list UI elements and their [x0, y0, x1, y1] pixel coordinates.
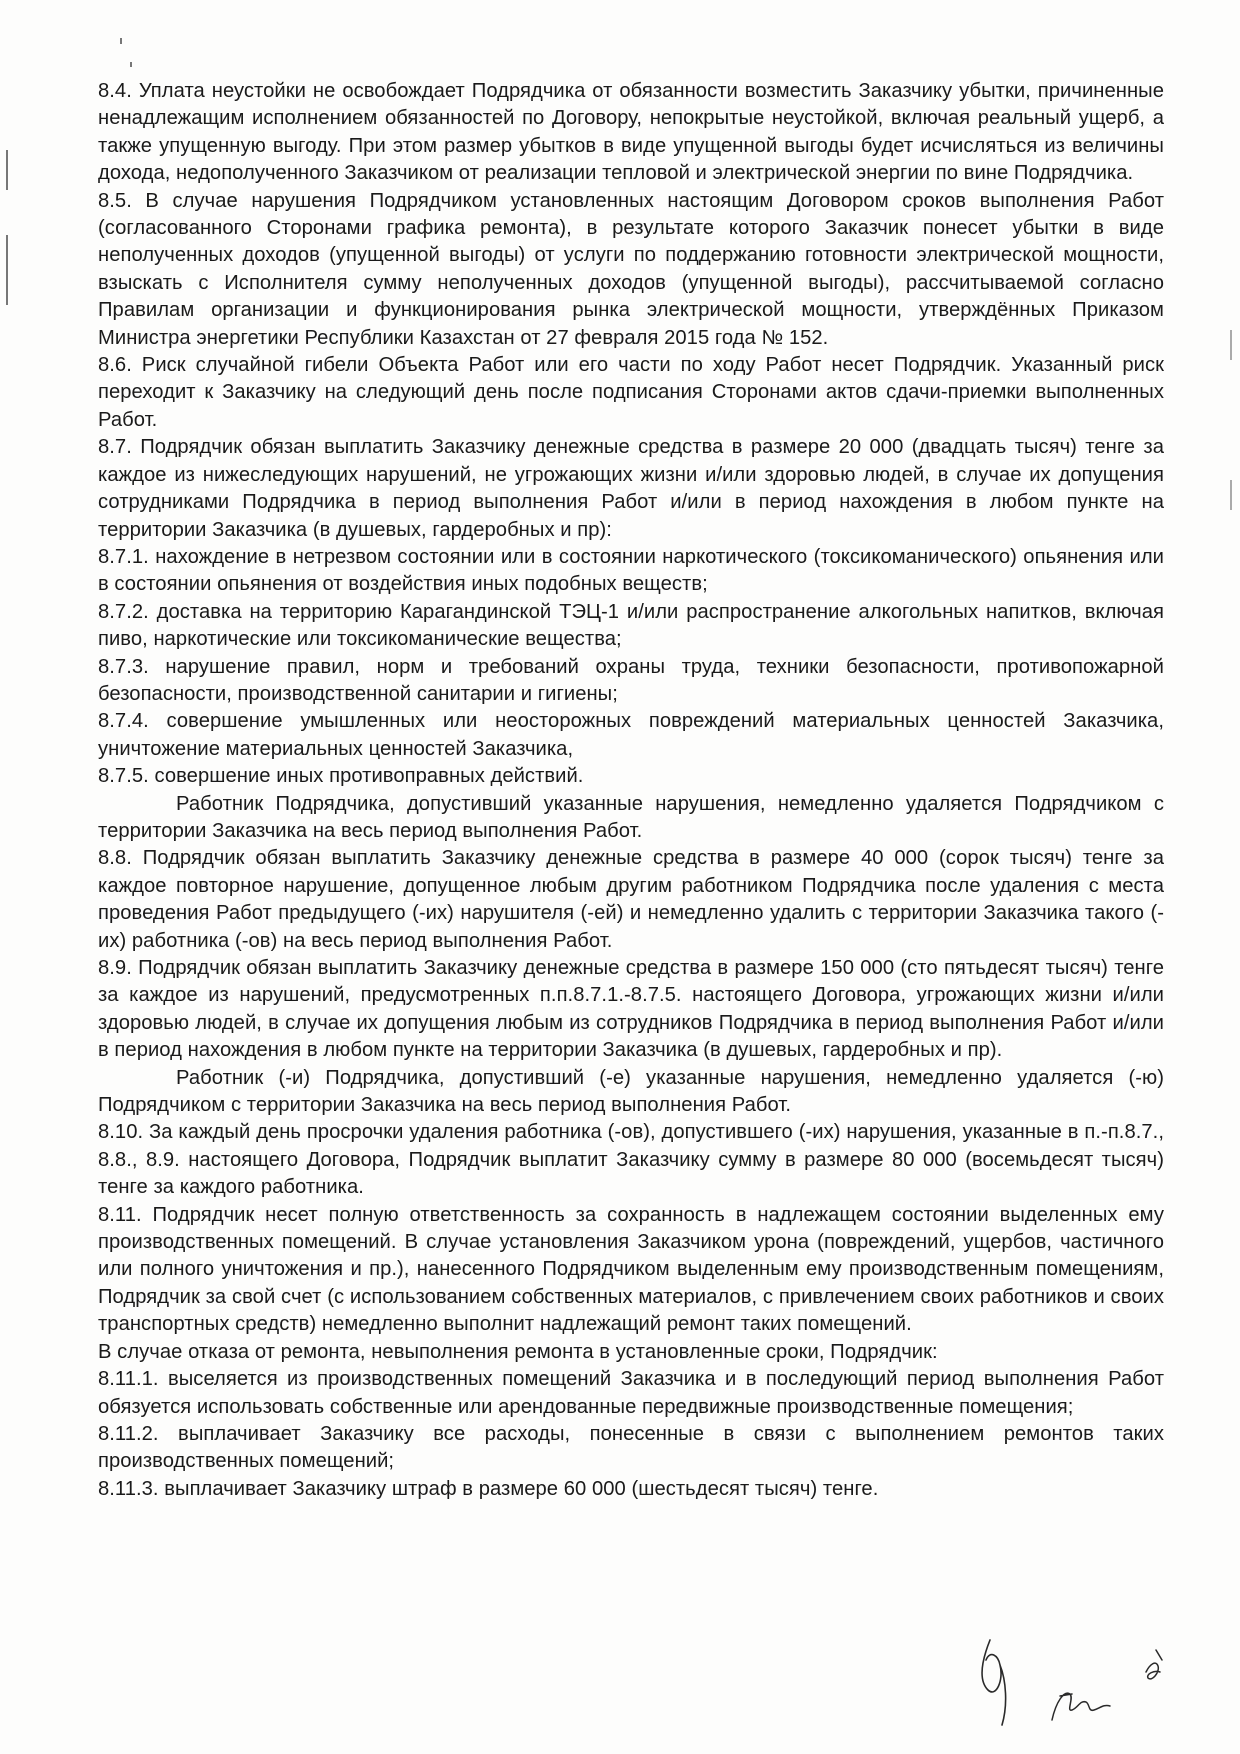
handwritten-signatures [960, 1620, 1200, 1730]
paragraph-8-5: 8.5. В случае нарушения Подрядчиком установленных настоящим Договором сроков выполнения Работ (согласованного Сторонами графика ремонта), в результате которого Заказчик понесет убытки в виде неполученных доходов (упущенной выгоды) от услуги по поддержанию готовности электрической мощности, взыскать с Исполнителя сумму неполученных доходов (упущенной выгоды), рассчитываемой согласно Правилам организации и функционирования рынка электрической мощности, утверждённых Приказом Министра энергетики Республики Казахстан от 27 февраля 2015 года № 152. [98, 189, 1164, 349]
paragraph-8-4: 8.4. Уплата неустойки не освобождает Подрядчика от обязанности возместить Заказчику убытки, причиненные ненадлежащим исполнением обязанностей по Договору, непокрытые неустойкой, включая реальный ущерб, а также упущенную выгоду. При этом размер убытков в виде упущенной выгоды будет исчисляться из величины дохода, недополученного Заказчиком от реализации тепловой и электрической энергии по вине Подрядчика. [98, 80, 1164, 185]
scan-artifact [6, 235, 8, 305]
paragraph-8-11-1: 8.11.1. выселяется из производственных помещений Заказчика и в последующий период выполнения Работ обязуется использовать собственные или арендованные передвижные производственные помещения; [98, 1368, 1164, 1418]
paragraph-8-11: 8.11. Подрядчик несет полную ответственность за сохранность в надлежащем состоянии выделенных ему производственных помещений. В случае установления Заказчиком урона (повреждений, ущербов, частичного или полного уничтожения и пр.), нанесенного Подрядчиком выделенным ему производственным помещениям, Подрядчик за свой счет (с использованием собственных материалов, с привлечением своих работников и своих транспортных средств) немедленно выполнит надлежащий ремонт таких помещений. [98, 1203, 1164, 1336]
paragraph-8-7-2: 8.7.2. доставка на территорию Карагандинской ТЭЦ-1 и/или распространение алкогольных напитков, включая пиво, наркотические или токсикоманические вещества; [98, 600, 1164, 651]
scan-artifact [1230, 480, 1232, 510]
paragraph-8-7: 8.7. Подрядчик обязан выплатить Заказчику денежные средства в размере 20 000 (двадцать тысяч) тенге за каждое из нижеследующих нарушений, не угрожающих жизни и/или здоровью людей, в случае их допущения сотрудниками Подрядчика в период выполнения Работ и/или в период нахождения в любом пункте на территории Заказчика (в душевых, гардеробных и пр): [98, 436, 1164, 541]
paragraph-8-9-note: Работник (-и) Подрядчика, допустивший (-е) указанные нарушения, немедленно удаляется (-ю) Подрядчиком с территории Заказчика на весь период выполнения Работ. [98, 1066, 1164, 1117]
signature-2 [1052, 1693, 1110, 1720]
scan-artifact [6, 150, 8, 190]
paragraph-8-11-intro: В случае отказа от ремонта, невыполнения ремонта в установленные сроки, Подрядчик: [98, 1340, 938, 1363]
paragraph-8-6: 8.6. Риск случайной гибели Объекта Работ или его части по ходу Работ несет Подрядчик. Указанный риск переходит к Заказчику на следующий день после подписания Сторонами актов сдачи-приемки выполненных Работ. [98, 354, 1164, 431]
paragraph-8-7-5: 8.7.5. совершение иных противоправных действий. [98, 765, 584, 788]
signature-3 [1146, 1650, 1162, 1679]
paragraph-8-10: 8.10. За каждый день просрочки удаления работника (-ов), допустившего (-их) нарушения, указанные в п.-п.8.7., 8.8., 8.9. настоящего Договора, Подрядчик выплатит Заказчику сумму в размере 80 000 (восемьдесят тысяч) тенге за каждого работника. [98, 1121, 1164, 1199]
paragraph-8-11-3: 8.11.3. выплачивает Заказчику штраф в размере 60 000 (шестьдесят тысяч) тенге. [98, 1477, 879, 1500]
signatures [960, 1620, 1200, 1730]
signature-1 [982, 1640, 1006, 1725]
scan-artifact [120, 38, 122, 44]
paragraph-8-11-2: 8.11.2. выплачивает Заказчику все расходы, понесенные в связи с выполнением ремонтов таких производственных помещений; [98, 1422, 1164, 1473]
paragraph-8-8: 8.8. Подрядчик обязан выплатить Заказчику денежные средства в размере 40 000 (сорок тысяч) тенге за каждое повторное нарушение, допущенное любым другим работником Подрядчика после удаления с места проведения Работ предыдущего (-их) нарушителя (-ей) и немедленно удалить с территории Заказчика такого (-их) работника (-ов) на весь период выполнения Работ. [98, 847, 1164, 952]
paragraph-8-7-1: 8.7.1. нахождение в нетрезвом состоянии или в состоянии наркотического (токсикоманического) опьянения или в состоянии опьянения от воздействия иных подобных веществ; [98, 545, 1164, 596]
contract-text [98, 78, 1164, 1503]
scan-artifact [130, 62, 132, 67]
paragraph-8-7-3: 8.7.3. нарушение правил, норм и требований охраны труда, техники безопасности, противопожарной безопасности, производственной санитарии и гигиены; [98, 655, 1164, 705]
paragraph-8-7-4: 8.7.4. совершение умышленных или неосторожных повреждений материальных ценностей Заказчика, уничтожение материальных ценностей Заказчика, [98, 710, 1164, 760]
paragraph-8-7-note: Работник Подрядчика, допустивший указанные нарушения, немедленно удаляется Подрядчиком с территории Заказчика на весь период выполнения Работ. [98, 792, 1164, 842]
scan-artifact [1230, 330, 1232, 360]
paragraph-8-9: 8.9. Подрядчик обязан выплатить Заказчику денежные средства в размере 150 000 (сто пятьдесят тысяч) тенге за каждое из нарушений, предусмотренных п.п.8.7.1.-8.7.5. настоящего Договора, угрожающих жизни и/или здоровью людей, в случае их допущения любым из сотрудников Подрядчика в период выполнения Работ и/или в период нахождения в любом пункте на территории Заказчика (в душевых, гардеробных и пр). [98, 957, 1164, 1062]
